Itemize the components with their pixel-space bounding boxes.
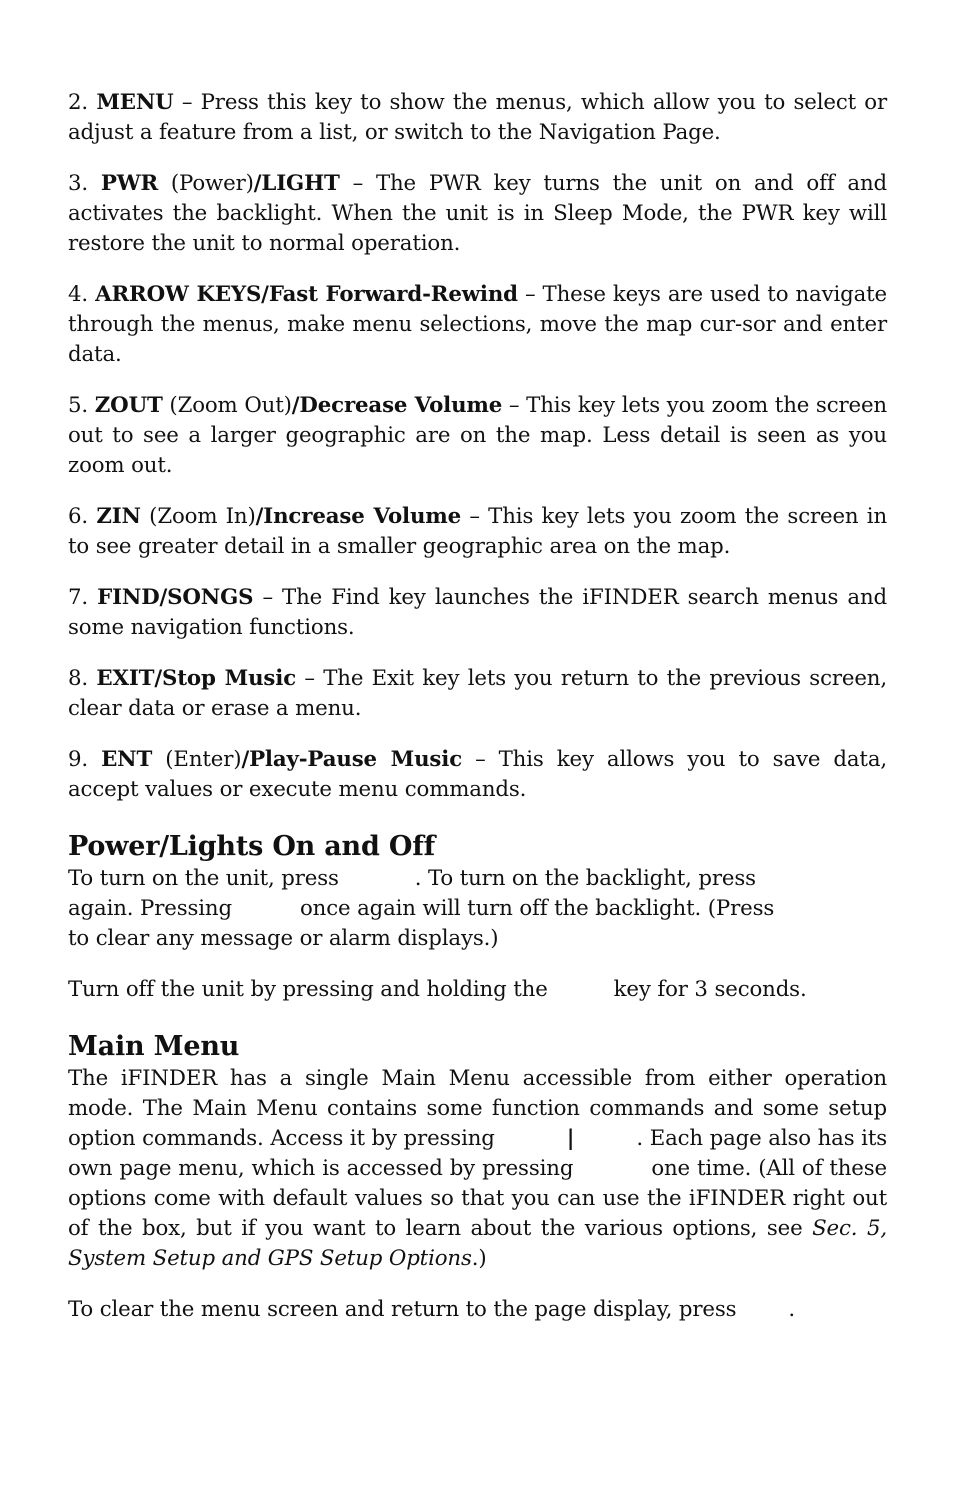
manual-page	[68, 88, 887, 1346]
key-name: FIND/SONGS	[97, 585, 254, 610]
key-name: ENT	[101, 747, 153, 772]
key-description-ent: 9. ENT (Enter)/Play-Pause Music – This key allows you to save data, accept values or execute menu commands.	[68, 747, 887, 802]
clear-menu-paragraph: To clear the menu screen and return to the page display, press .	[68, 1297, 796, 1322]
key-description-zin: 6. ZIN (Zoom In)/Increase Volume – This key lets you zoom the screen in to see greater detail in a smaller geographic area on the map.	[68, 504, 888, 559]
key-name: ZOUT	[94, 393, 163, 418]
cross-reference: Sec. 5, System Setup and GPS Setup Options	[68, 1216, 887, 1271]
power-paragraph: To turn on the unit, press . To turn on the backlight, press again. Pressing once again will turn off the backlight. (Press to clear any message or alarm displays.)	[68, 866, 775, 951]
main-menu-paragraph: The iFINDER has a single Main Menu accessible from either operation mode. The Main Menu contains some function commands and some setup option commands. Access it by pressing | . Each page also has its own page menu, which is accessed by pressing one time. (All of these options come with default values so that you can use the iFINDER right out of the box, but if you want to learn about the various options, see Sec. 5, System Setup and GPS Setup Options.)	[68, 1066, 888, 1271]
key-description-pwr: 3. PWR (Power)/LIGHT – The PWR key turns the unit on and off and activates the backlight. When the unit is in Sleep Mode, the PWR key will restore the unit to normal operation.	[68, 171, 887, 256]
key-description-zout: 5. ZOUT (Zoom Out)/Decrease Volume – This key lets you zoom the screen out to see a larger geographic are on the map. Less detail is seen as you zoom out.	[68, 393, 887, 478]
key-description-exit: 8. EXIT/Stop Music – The Exit key lets you return to the previous screen, clear data or erase a menu.	[68, 666, 887, 721]
key-name: EXIT/Stop Music	[96, 666, 297, 691]
key-description-arrows: 4. ARROW KEYS/Fast Forward-Rewind – These keys are used to navigate through the menus, make menu selections, move the map cur-sor and enter data.	[68, 282, 888, 367]
key-name: ARROW KEYS/Fast Forward-Rewind	[95, 282, 518, 307]
power-off-paragraph: Turn off the unit by pressing and holding the key for 3 seconds.	[68, 977, 807, 1002]
section-heading-power: Power/Lights On and Off	[68, 831, 436, 862]
key-name: ZIN	[96, 504, 141, 529]
key-description-menu: 2. MENU – Press this key to show the menus, which allow you to select or adjust a feature from a list, or switch to the Navigation Page.	[68, 90, 887, 145]
key-name: PWR	[100, 171, 159, 196]
key-name: MENU	[96, 90, 174, 115]
key-description-find: 7. FIND/SONGS – The Find key launches the iFINDER search menus and some navigation functions.	[68, 585, 887, 640]
section-heading-main-menu: Main Menu	[68, 1031, 240, 1062]
